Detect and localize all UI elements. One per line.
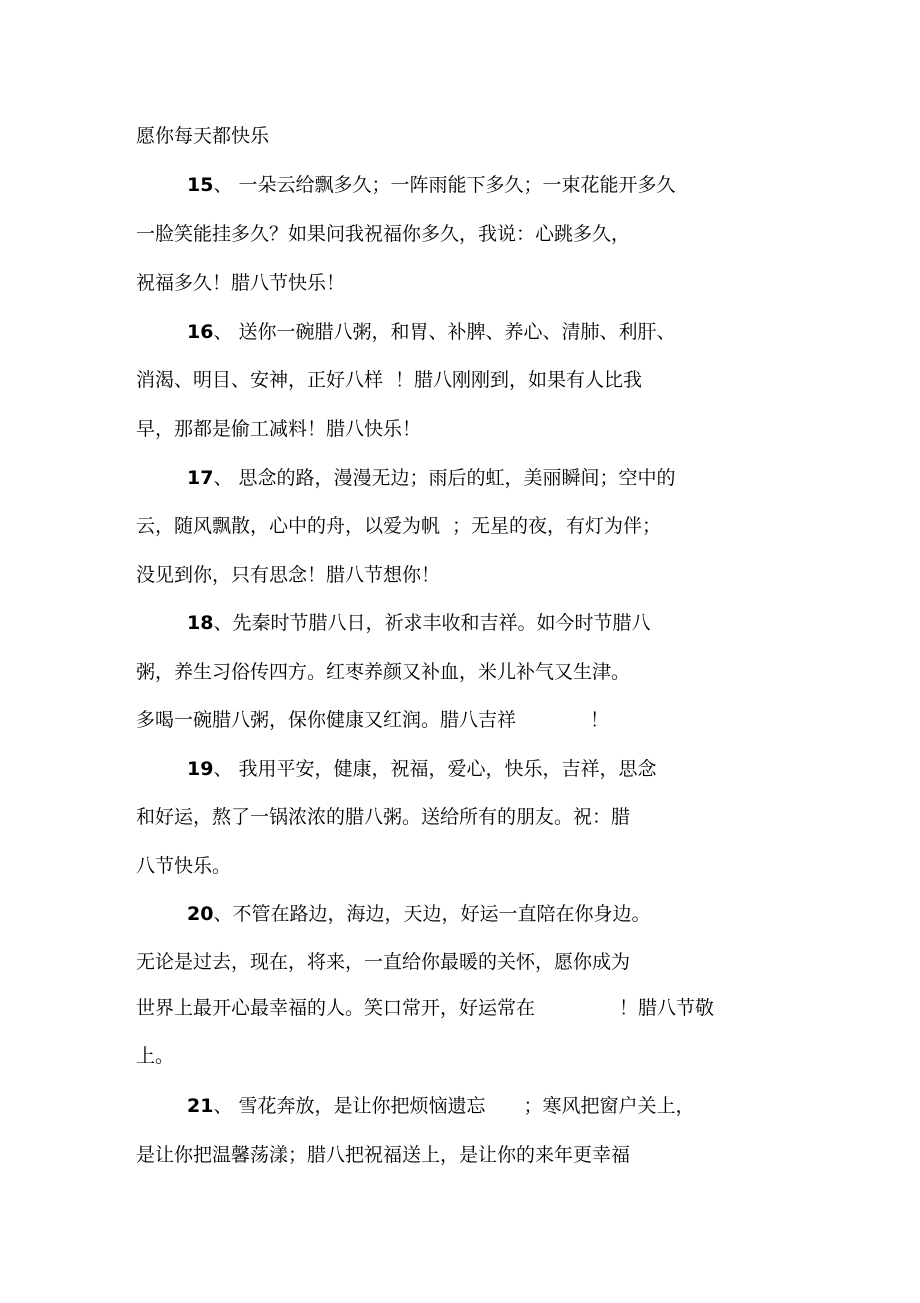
line-text: ；寒风把窗户关上， <box>523 1095 695 1117</box>
item-19-first-line <box>187 757 657 781</box>
item-number: 17 <box>187 467 214 489</box>
text-line <box>136 660 630 684</box>
item-number: 19 <box>187 758 214 780</box>
text-line <box>136 514 661 538</box>
item-separator: 、 <box>213 467 239 489</box>
line-text: 先秦时节腊八日，祈求丰收和吉祥。如今时节腊八 <box>232 612 651 634</box>
line-text: 八节快乐。 <box>136 855 232 877</box>
text-line <box>136 950 630 974</box>
text-line <box>136 1143 630 1167</box>
item-15-first-line <box>187 173 676 197</box>
line-text: 一朵云给飘多久；一阵雨能下多久；一束花能开多久 <box>238 174 676 196</box>
line-text: ！腊八刚刚到，如果有人比我 <box>395 369 643 391</box>
line-text: 不管在路边，海边，天边，好运一直陪在你身边。 <box>232 903 651 925</box>
item-separator: 、 <box>213 174 239 196</box>
item-separator: 、 <box>213 758 239 780</box>
line-text: 世界上最开心最幸福的人。笑口常开，好运常在 <box>136 997 536 1019</box>
text-line <box>136 996 714 1020</box>
line-text: 我用平安，健康，祝福，爱心，快乐，吉祥，思念 <box>238 758 657 780</box>
text-line <box>136 222 630 246</box>
line-text: 上。 <box>136 1045 175 1067</box>
line-text: 思念的路，漫漫无边；雨后的虹，美丽瞬间；空中的 <box>238 467 676 489</box>
line-text: 雪花奔放，是让你把烦恼遗忘 <box>238 1095 486 1117</box>
line-text: 没见到你，只有思念！腊八节想你！ <box>136 564 441 586</box>
text-line <box>136 271 345 295</box>
text-line <box>136 563 440 587</box>
text-line <box>136 368 642 392</box>
item-number: 18 <box>187 612 214 634</box>
line-text: ；无星的夜，有灯为伴； <box>452 515 662 537</box>
item-number: 21 <box>187 1095 214 1117</box>
text-line <box>136 1044 174 1068</box>
item-number: 16 <box>187 321 214 343</box>
text-line <box>136 124 269 148</box>
line-text: 消渴、明目、安神，正好八样 <box>136 369 384 391</box>
line-text: 和好运，熬了一锅浓浓的腊八粥。送给所有的朋友。祝：腊 <box>136 806 631 828</box>
line-text: 早，那都是偷工减料！腊八快乐！ <box>136 418 422 440</box>
item-number: 20 <box>187 903 214 925</box>
line-text: 愿你每天都快乐 <box>136 125 270 147</box>
text-line <box>136 708 609 732</box>
line-text: 一脸笑能挂多久？如果问我祝福你多久，我说：心跳多久， <box>136 223 631 245</box>
item-18-first-line <box>187 611 650 635</box>
line-text: ！ <box>590 709 610 731</box>
line-text: 是让你把温馨荡漾；腊八把祝福送上，是让你的来年更幸福 <box>136 1144 631 1166</box>
item-21-first-line <box>187 1094 695 1118</box>
item-separator: 、 <box>213 612 233 634</box>
text-line <box>136 417 421 441</box>
text-line <box>136 854 231 878</box>
item-separator: 、 <box>213 903 233 925</box>
line-text: ！腊八节敬 <box>619 997 715 1019</box>
item-separator: 、 <box>213 321 239 343</box>
line-text: 粥，养生习俗传四方。红枣养颜又补血，米儿补气又生津。 <box>136 661 631 683</box>
line-text: 无论是过去，现在，将来，一直给你最暖的关怀，愿你成为 <box>136 951 631 973</box>
line-text: 多喝一碗腊八粥，保你健康又红润。腊八吉祥 <box>136 709 517 731</box>
line-text: 云，随风飘散，心中的舟，以爱为帆 <box>136 515 441 537</box>
item-separator: 、 <box>213 1095 239 1117</box>
item-16-first-line <box>187 320 676 344</box>
line-text: 祝福多久！腊八节快乐！ <box>136 272 346 294</box>
item-17-first-line <box>187 466 676 490</box>
text-line <box>136 805 630 829</box>
item-number: 15 <box>187 174 214 196</box>
line-text: 送你一碗腊八粥，和胃、补脾、养心、清肺、利肝、 <box>238 321 676 343</box>
item-20-first-line <box>187 902 650 926</box>
